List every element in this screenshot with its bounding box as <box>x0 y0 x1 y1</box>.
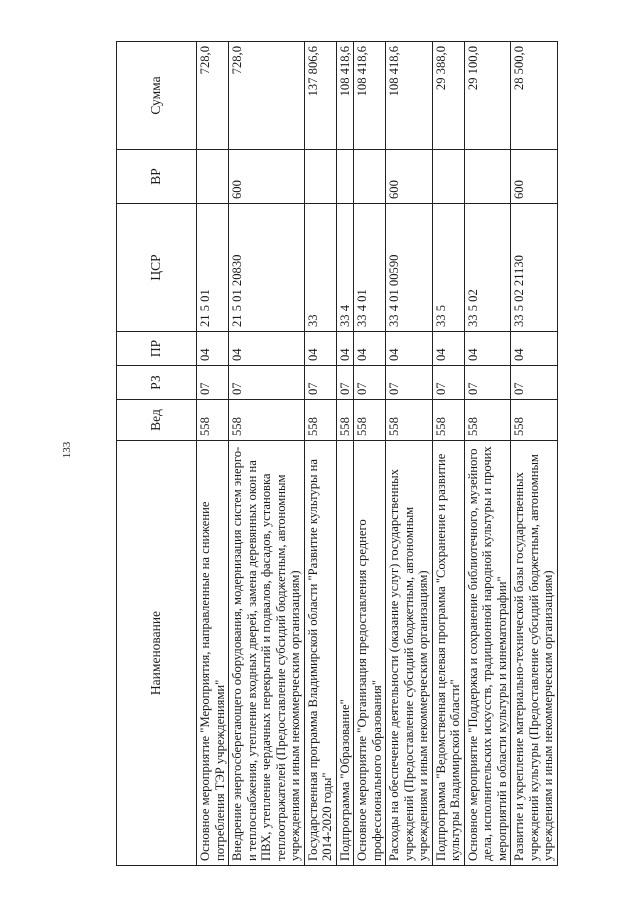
cell-name: Основное мероприятие "Организация предоставления среднего профессионального образования" <box>354 441 386 866</box>
cell-name: Основное мероприятие "Мероприятия, направленные на снижение потребления ТЭР учреждениями" <box>197 441 229 866</box>
cell-csr: 33 4 <box>336 204 354 332</box>
cell-vr <box>304 150 336 204</box>
cell-rz: 07 <box>304 366 336 400</box>
cell-pr: 04 <box>197 332 229 366</box>
table-row <box>336 42 354 866</box>
cell-vr: 600 <box>229 150 305 204</box>
cell-sum: 108 418,6 <box>386 42 433 150</box>
cell-rz: 07 <box>511 366 558 400</box>
cell-vr <box>464 150 511 204</box>
cell-sum: 108 418,6 <box>354 42 386 150</box>
cell-csr: 33 <box>304 204 336 332</box>
cell-pr: 04 <box>464 332 511 366</box>
cell-csr: 33 5 02 21130 <box>511 204 558 332</box>
cell-vr: 600 <box>386 150 433 204</box>
table-row <box>229 42 305 866</box>
cell-pr: 04 <box>336 332 354 366</box>
cell-sum: 29 100,0 <box>464 42 511 150</box>
rotated-table-container <box>116 42 613 866</box>
cell-rz: 07 <box>336 366 354 400</box>
cell-sum: 137 806,6 <box>304 42 336 150</box>
cell-name: Внедрение энергосберегающего оборудования, модернизация систем энерго- и теплоснабжения, утепление входных дверей, замена деревянных окон на ПВХ, утепление чердачных перекрытий и подвалов, фасадов, установка теплоотражателей (Предоставление субсидий бюджетным, автономным учреждениям и иным некоммерческим организациям) <box>229 441 305 866</box>
cell-ved: 558 <box>354 400 386 441</box>
header-rz: РЗ <box>117 366 197 400</box>
header-pr: ПР <box>117 332 197 366</box>
cell-name: Развитие и укрепление материально-технической базы государственных учреждений культуры (Предоставление субсидий бюджетным, автономным учреждениям и иным некоммерческим организациям) <box>511 441 558 866</box>
cell-rz: 07 <box>386 366 433 400</box>
table-row <box>511 42 558 866</box>
header-ved: Вед <box>117 400 197 441</box>
cell-pr: 04 <box>511 332 558 366</box>
cell-name: Подпрограмма "Образование" <box>336 441 354 866</box>
header-vr: ВР <box>117 150 197 204</box>
cell-csr: 33 5 <box>432 204 464 332</box>
cell-vr <box>354 150 386 204</box>
cell-sum: 29 388,0 <box>432 42 464 150</box>
cell-vr <box>197 150 229 204</box>
table-row <box>386 42 433 866</box>
cell-vr: 600 <box>511 150 558 204</box>
cell-ved: 558 <box>464 400 511 441</box>
budget-table <box>116 41 558 866</box>
cell-sum: 728,0 <box>197 42 229 150</box>
cell-pr: 04 <box>432 332 464 366</box>
cell-ved: 558 <box>386 400 433 441</box>
cell-name: Подпрограмма "Ведомственная целевая программа "Сохранение и развитие культуры Владимирской области" <box>432 441 464 866</box>
header-row <box>117 42 197 866</box>
cell-rz: 07 <box>464 366 511 400</box>
cell-csr: 33 4 01 00590 <box>386 204 433 332</box>
cell-csr: 33 5 02 <box>464 204 511 332</box>
header-name: Наименование <box>117 441 197 866</box>
cell-name: Основное мероприятие "Поддержка и сохранение библиотечного, музейного дела, исполнительских искусств, традиционной народной культуры и прочих мероприятий в области культуры и кинематографии" <box>464 441 511 866</box>
table-row <box>464 42 511 866</box>
table-row <box>354 42 386 866</box>
table-row <box>432 42 464 866</box>
cell-ved: 558 <box>304 400 336 441</box>
cell-sum: 728,0 <box>229 42 305 150</box>
cell-rz: 07 <box>197 366 229 400</box>
cell-pr: 04 <box>386 332 433 366</box>
cell-ved: 558 <box>432 400 464 441</box>
cell-ved: 558 <box>229 400 305 441</box>
table-row <box>197 42 229 866</box>
cell-rz: 07 <box>229 366 305 400</box>
header-csr: ЦСР <box>117 204 197 332</box>
cell-csr: 33 4 01 <box>354 204 386 332</box>
cell-vr <box>336 150 354 204</box>
cell-csr: 21 5 01 20830 <box>229 204 305 332</box>
page-number: 133 <box>61 441 73 459</box>
cell-rz: 07 <box>354 366 386 400</box>
cell-ved: 558 <box>511 400 558 441</box>
cell-pr: 04 <box>354 332 386 366</box>
cell-ved: 558 <box>197 400 229 441</box>
cell-pr: 04 <box>229 332 305 366</box>
cell-csr: 21 5 01 <box>197 204 229 332</box>
cell-sum: 108 418,6 <box>336 42 354 150</box>
cell-name: Государственная программа Владимирской области "Развитие культуры на 2014-2020 годы" <box>304 441 336 866</box>
cell-ved: 558 <box>336 400 354 441</box>
table-row <box>304 42 336 866</box>
cell-pr: 04 <box>304 332 336 366</box>
header-sum: Сумма <box>117 42 197 150</box>
cell-sum: 28 500,0 <box>511 42 558 150</box>
cell-name: Расходы на обеспечение деятельности (оказание услуг) государственных учреждений (Предоставление субсидий бюджетным, автономным учреждениям и иным некоммерческим организациям) <box>386 441 433 866</box>
cell-vr <box>432 150 464 204</box>
cell-rz: 07 <box>432 366 464 400</box>
